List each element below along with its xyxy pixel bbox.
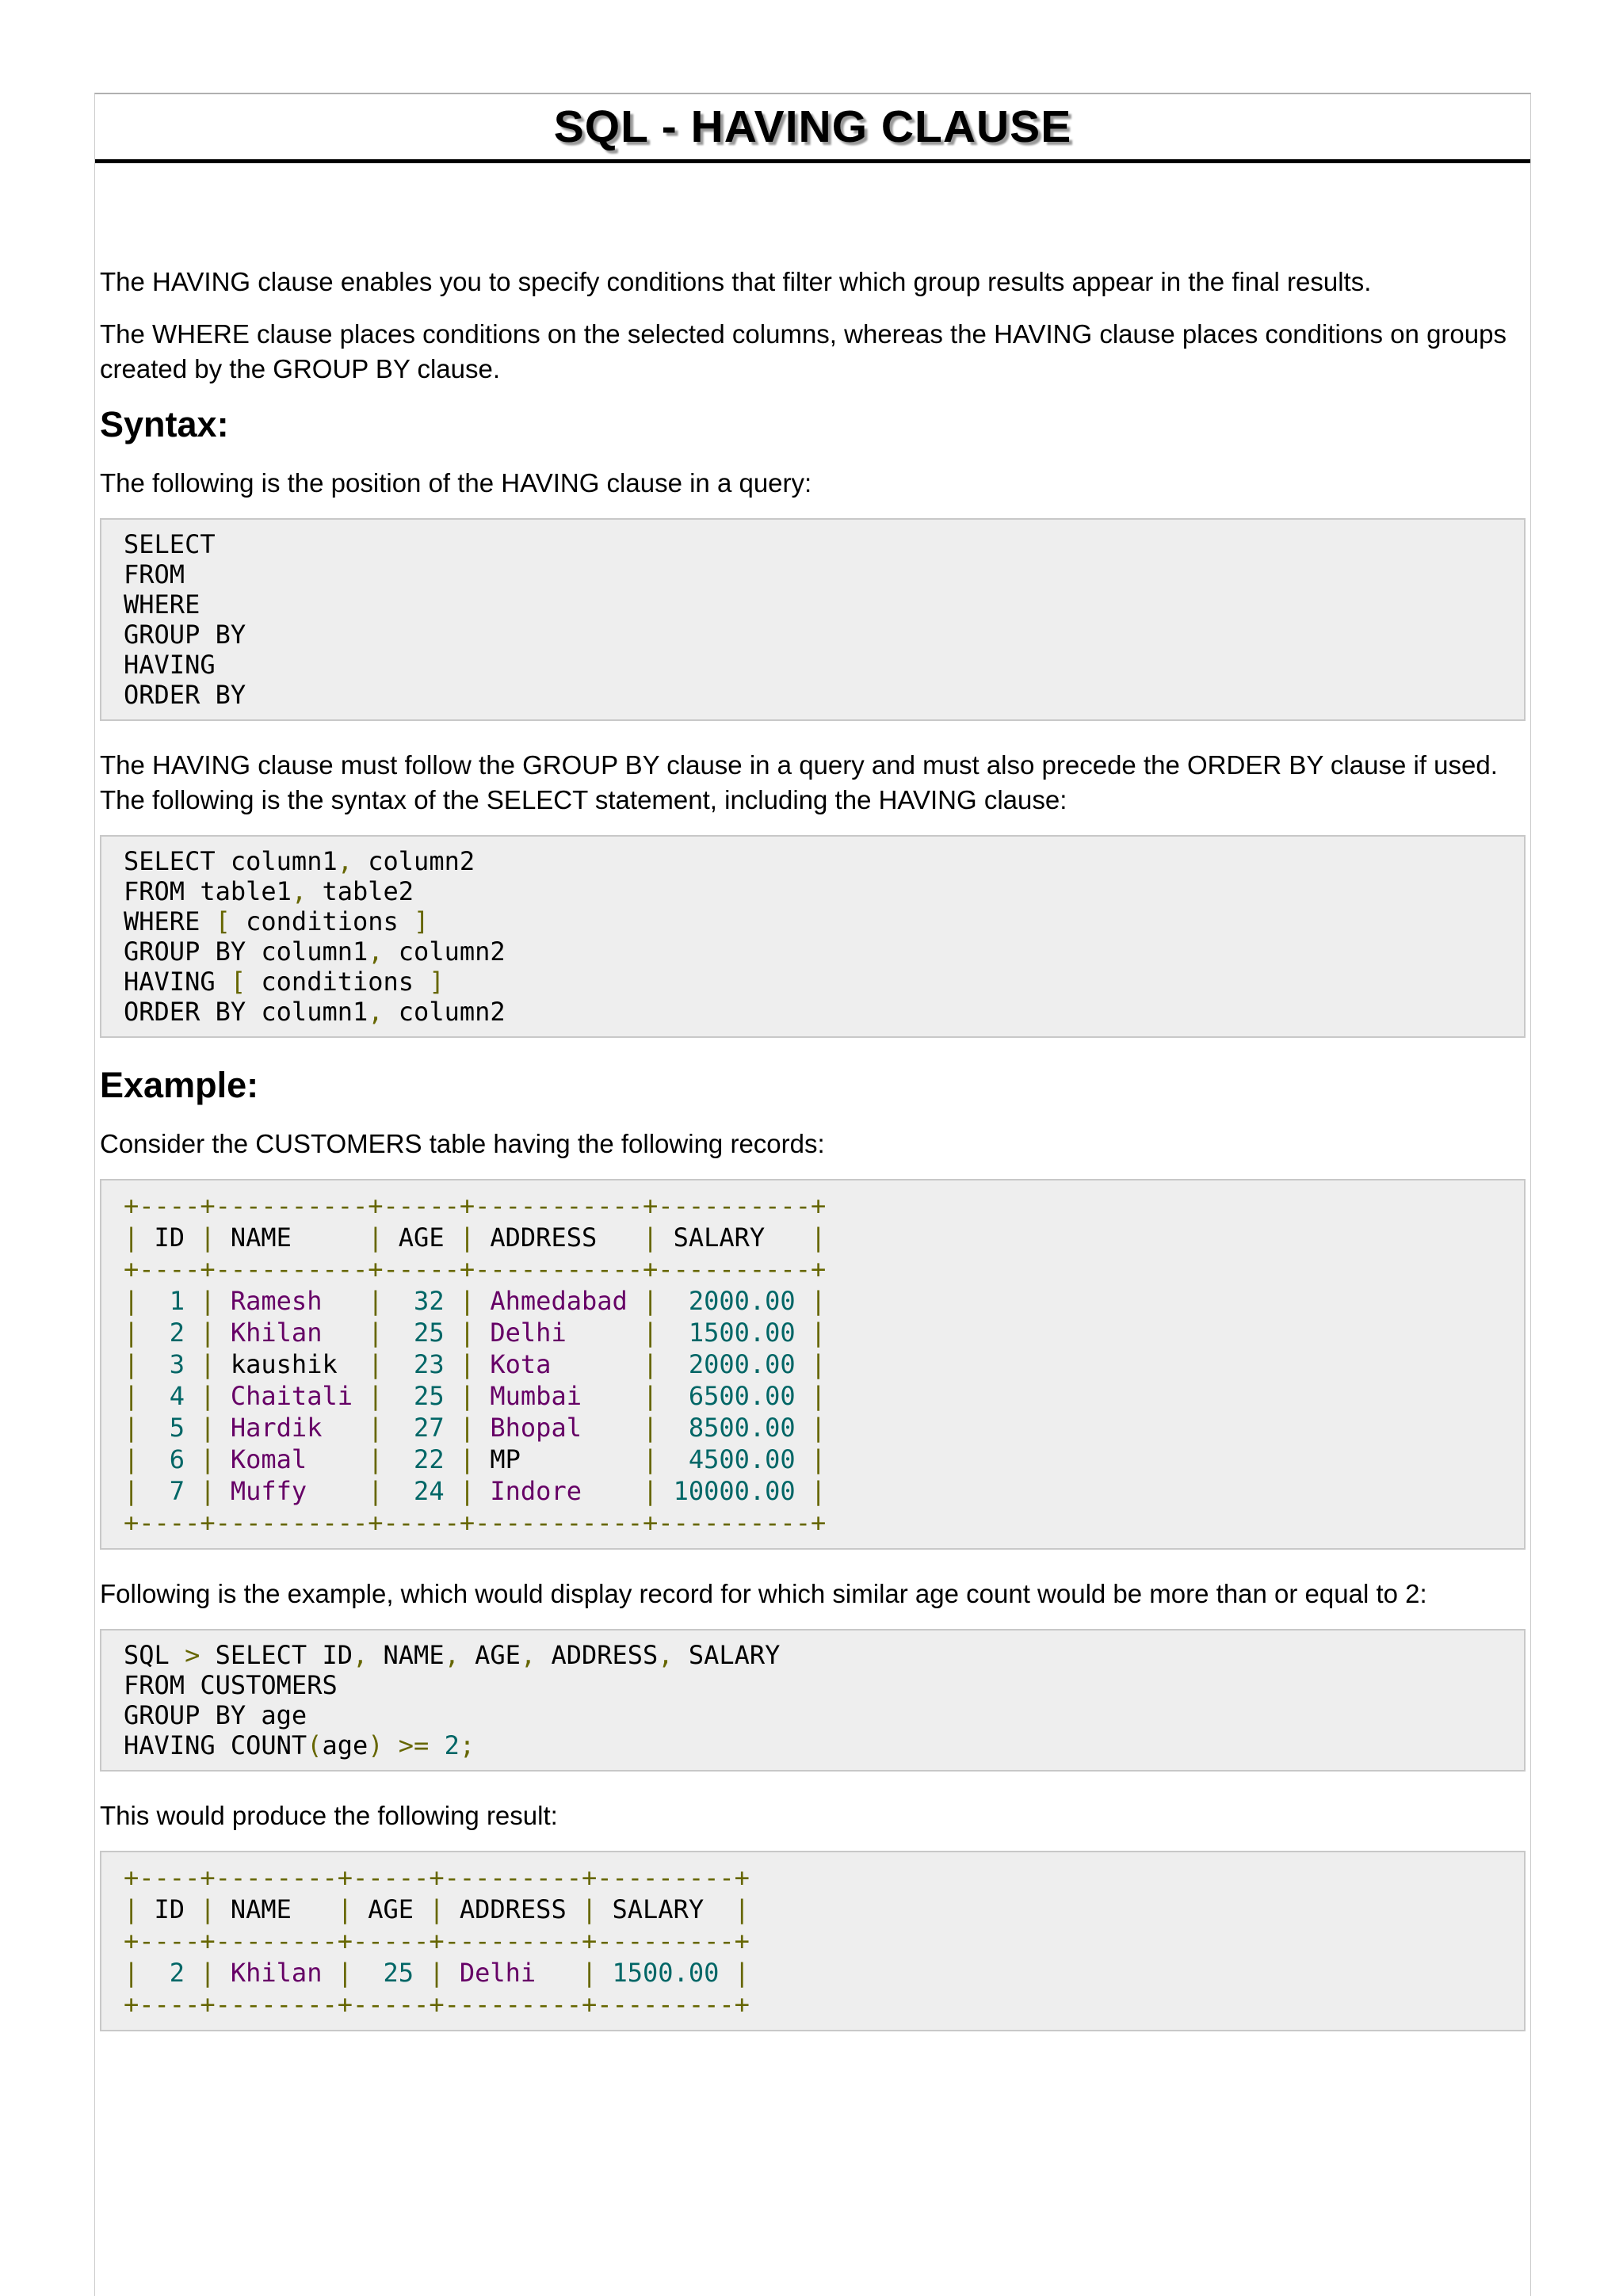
title-rule xyxy=(95,159,1530,163)
title-bar xyxy=(95,94,1530,159)
intro-paragraph-2: The WHERE clause places conditions on the selected columns, whereas the HAVING clause places conditions on groups created by the GROUP BY clause. xyxy=(100,319,1507,383)
document-content xyxy=(95,265,1530,2031)
result-intro-paragraph: This would produce the following result: xyxy=(100,1801,558,1830)
syntax-heading: Syntax: xyxy=(100,404,229,444)
syntax-intro-paragraph: The following is the position of the HAVING clause in a query: xyxy=(100,468,812,498)
code-block-having-position: SELECT FROM WHERE GROUP BY HAVING ORDER BY xyxy=(100,518,1526,721)
code-block-having-query: SQL > SELECT ID, NAME, AGE, ADDRESS, SALARY FROM CUSTOMERS GROUP BY age HAVING COUNT(age) >= 2; xyxy=(100,1629,1526,1772)
code-block-customers-table: +----+----------+-----+-----------+----------+ | ID | NAME | AGE | ADDRESS | SALARY | +----+----------+-----+-----------+----------+ | 1 | Ramesh | 32 | Ahmedabad | 2000.00 | | 2 | Khilan | 25 | Delhi | 1500.00 | | 3 | kaushik | 23 | Kota | 2000.00 | | 4 | Chaitali | 25 | Mumbai | 6500.00 | | 5 | Hardik | 27 | Bhopal | 8500.00 | | 6 | Komal | 22 | MP | 4500.00 | | 7 | Muffy | 24 | Indore | 10000.00 | +----+----------+-----+-----------+----------+ xyxy=(100,1179,1526,1550)
example-heading: Example: xyxy=(100,1065,259,1105)
code-block-select-syntax: SELECT column1, column2 FROM table1, table2 WHERE [ conditions ] GROUP BY column1, column2 HAVING [ conditions ] ORDER BY column1, column2 xyxy=(100,835,1526,1038)
having-note-paragraph: The HAVING clause must follow the GROUP BY clause in a query and must also precede the ORDER BY clause if used. The following is the syntax of the SELECT statement, including the HAVING clause: xyxy=(100,750,1498,814)
content-frame xyxy=(94,93,1531,2296)
following-paragraph: Following is the example, which would display record for which similar age count would be more than or equal to 2: xyxy=(100,1579,1427,1608)
intro-paragraph-1: The HAVING clause enables you to specify conditions that filter which group results appear in the final results. xyxy=(100,267,1372,296)
code-block-result-table: +----+--------+-----+---------+---------+ | ID | NAME | AGE | ADDRESS | SALARY | +----+--------+-----+---------+---------+ | 2 | Khilan | 25 | Delhi | 1500.00 | +----+--------+-----+---------+---------+ xyxy=(100,1851,1526,2031)
consider-paragraph: Consider the CUSTOMERS table having the following records: xyxy=(100,1129,825,1158)
page-title: SQL - HAVING CLAUSE xyxy=(553,101,1072,152)
